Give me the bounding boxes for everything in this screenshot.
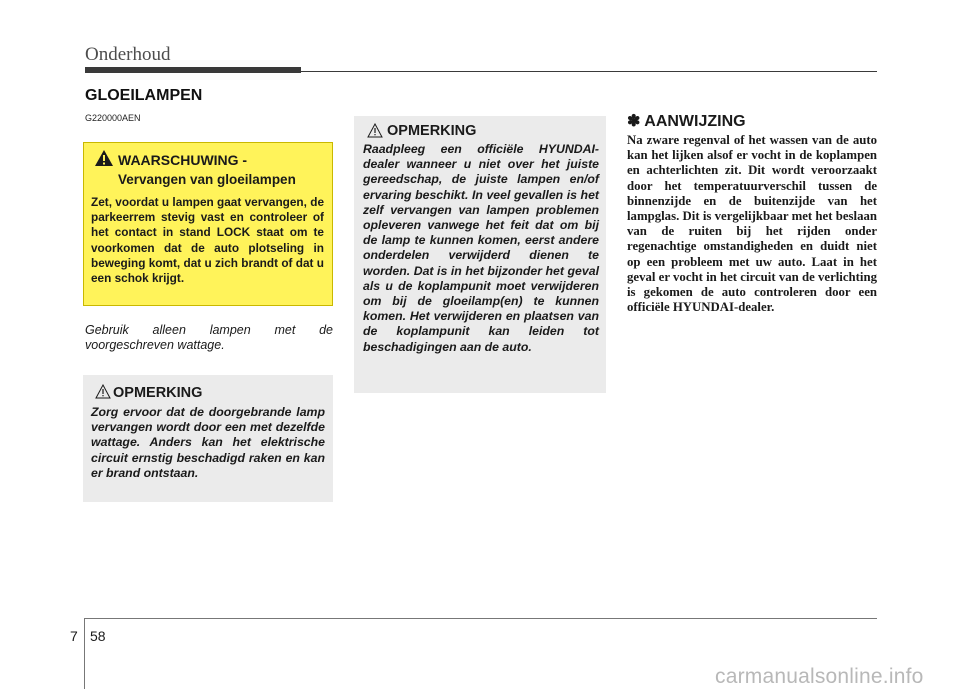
chapter-number: 7 — [70, 628, 78, 644]
tip-heading — [627, 111, 746, 131]
watermark: carmanualsonline.info — [715, 665, 924, 688]
section-title: GLOEILAMPEN — [85, 87, 203, 104]
warning-subheading: Vervangen van gloeilampen — [118, 172, 296, 187]
warning-heading: WAARSCHUWING - — [118, 152, 248, 168]
note-heading: OPMERKING — [387, 123, 477, 139]
header-rule — [301, 71, 877, 72]
tip-body: Na zware regenval of het wassen van de auto kan het lijken alsof er vocht in de koplampen en achterlichten zit. Dit wordt veroorzaakt door het temperatuurverschil tussen de binnenzijde en de buitenzijde van het lampglas. Dit is vergelijkbaar met het beslaan van de ruiten bij het rijden onder regenachtige omstandigheden en duidt niet op een probleem met uw auto. Laat in het geval er vocht in het circuit van de verlichting is gekomen de auto controleren door een officiële HYUNDAI-dealer. — [627, 133, 877, 315]
header-bar — [85, 67, 301, 73]
caution-icon — [367, 123, 383, 138]
caution-icon — [95, 384, 111, 399]
footer-vertical-rule — [84, 618, 85, 689]
tip-star-icon: ✽ — [627, 113, 641, 130]
warning-body: Zet, voordat u lampen gaat vervangen, de parkeerrem stevig vast en controleer of het contact in stand LOCK staat om te voorkomen dat de auto plotseling in beweging komt, dat u zich brandt of dat u een schok krijgt. — [91, 195, 324, 286]
intro-text: Gebruik alleen lampen met de voorgeschreven wattage. — [85, 323, 333, 352]
warning-box — [83, 142, 333, 306]
page-number: 58 — [90, 628, 106, 644]
warning-icon — [94, 149, 114, 167]
tip-heading-text: AANWIJZING — [644, 113, 746, 130]
note-box-left — [83, 375, 333, 502]
page-header-title: Onderhoud — [85, 44, 171, 65]
note-box-middle — [354, 116, 606, 393]
note-body: Zorg ervoor dat de doorgebrande lamp vervangen wordt door een met dezelfde wattage. Anders kan het elektrische circuit ernstig beschadigd raken en kan er brand ontstaan. — [91, 405, 325, 480]
footer-rule — [84, 618, 877, 619]
note-heading: OPMERKING — [113, 385, 203, 401]
section-code: G220000AEN — [85, 113, 141, 123]
note-body: Raadpleeg een officiële HYUNDAI-dealer wanneer u niet over het juiste gereedschap, de juiste lampen en/of ervaring beschikt. In veel gevallen is het zelf vervangen van lampen problemen opleveren vanwege het feit dat om bij de lamp te kunnen komen, eerst andere onderdelen verwijderd dienen te worden. Dat is in het bijzonder het geval als u de koplampunit moet verwijderen om bij de gloeilamp(en) te kunnen komen. Het verwijderen en plaatsen van de koplampunit kan leiden tot beschadigingen aan de auto. — [363, 142, 599, 354]
